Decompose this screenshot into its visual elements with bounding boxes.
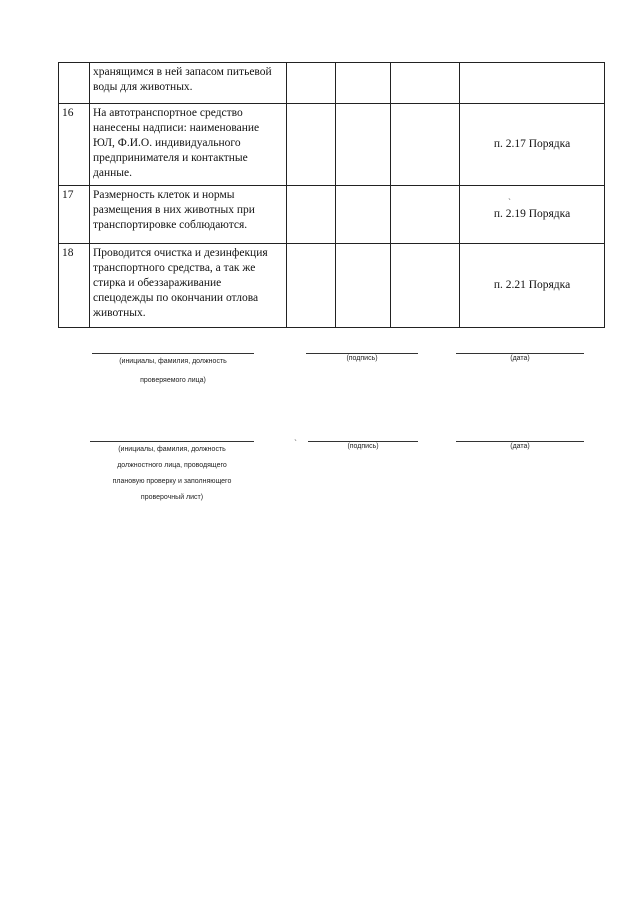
answer-cell: [336, 244, 391, 328]
official-date-line: [456, 441, 584, 452]
reference-cell: п. 2.17 Порядка: [460, 104, 605, 186]
row-number: [59, 63, 90, 104]
scan-mark: `: [508, 197, 511, 207]
requirement-text: Проводится очистка и дезинфекция транспортного средства, а так же стирка и обеззараживание спецодежды по окончании отлова животных.: [90, 244, 287, 328]
answer-cell: [336, 186, 391, 244]
reference-cell: п. 2.19 Порядка: [460, 186, 605, 244]
checklist-table: [58, 62, 605, 328]
row-number: 17: [59, 186, 90, 244]
official-signature-caption: (подпись): [347, 443, 379, 450]
answer-cell: [287, 63, 336, 104]
answer-cell: [391, 104, 460, 186]
inspected-signature-line: [306, 353, 418, 364]
answer-cell: [336, 104, 391, 186]
answer-cell: [391, 63, 460, 104]
inspected-name-line: [92, 353, 254, 389]
answer-cell: [391, 244, 460, 328]
table-row: [59, 244, 605, 328]
inspected-signature-caption: (подпись): [346, 355, 378, 362]
requirement-text: хранящимся в ней запасом питьевой воды для животных.: [90, 63, 287, 104]
inspected-date-caption: (дата): [510, 355, 530, 362]
reference-cell: п. 2.21 Порядка: [460, 244, 605, 328]
official-name-caption-4: проверочный лист): [140, 494, 204, 501]
inspected-date-line: [456, 353, 584, 364]
row-number: 16: [59, 104, 90, 186]
reference-cell: [460, 63, 605, 104]
requirement-text: На автотранспортное средство нанесены надписи: наименование ЮЛ, Ф.И.О. индивидуального предпринимателя и контактные данные.: [90, 104, 287, 186]
requirement-text: Размерность клеток и нормы размещения в них животных при транспортировке соблюдаются.: [90, 186, 287, 244]
official-name-line: [90, 441, 254, 506]
inspected-name-caption-1: (инициалы, фамилия, должность: [119, 358, 227, 365]
official-name-caption-3: плановую проверку и заполняющего: [112, 478, 232, 485]
official-signature-line: [308, 441, 418, 452]
answer-cell: [391, 186, 460, 244]
table-row: [59, 104, 605, 186]
answer-cell: [287, 244, 336, 328]
row-number: 18: [59, 244, 90, 328]
inspected-name-caption-2: проверяемого лица): [140, 377, 206, 384]
answer-cell: [287, 104, 336, 186]
official-date-caption: (дата): [510, 443, 530, 450]
scan-mark: `: [294, 438, 297, 448]
table-row: [59, 63, 605, 104]
answer-cell: [336, 63, 391, 104]
official-name-caption-1: (инициалы, фамилия, должность: [118, 446, 226, 453]
official-name-caption-2: должностного лица, проводящего: [117, 462, 227, 469]
answer-cell: [287, 186, 336, 244]
table-row: [59, 186, 605, 244]
